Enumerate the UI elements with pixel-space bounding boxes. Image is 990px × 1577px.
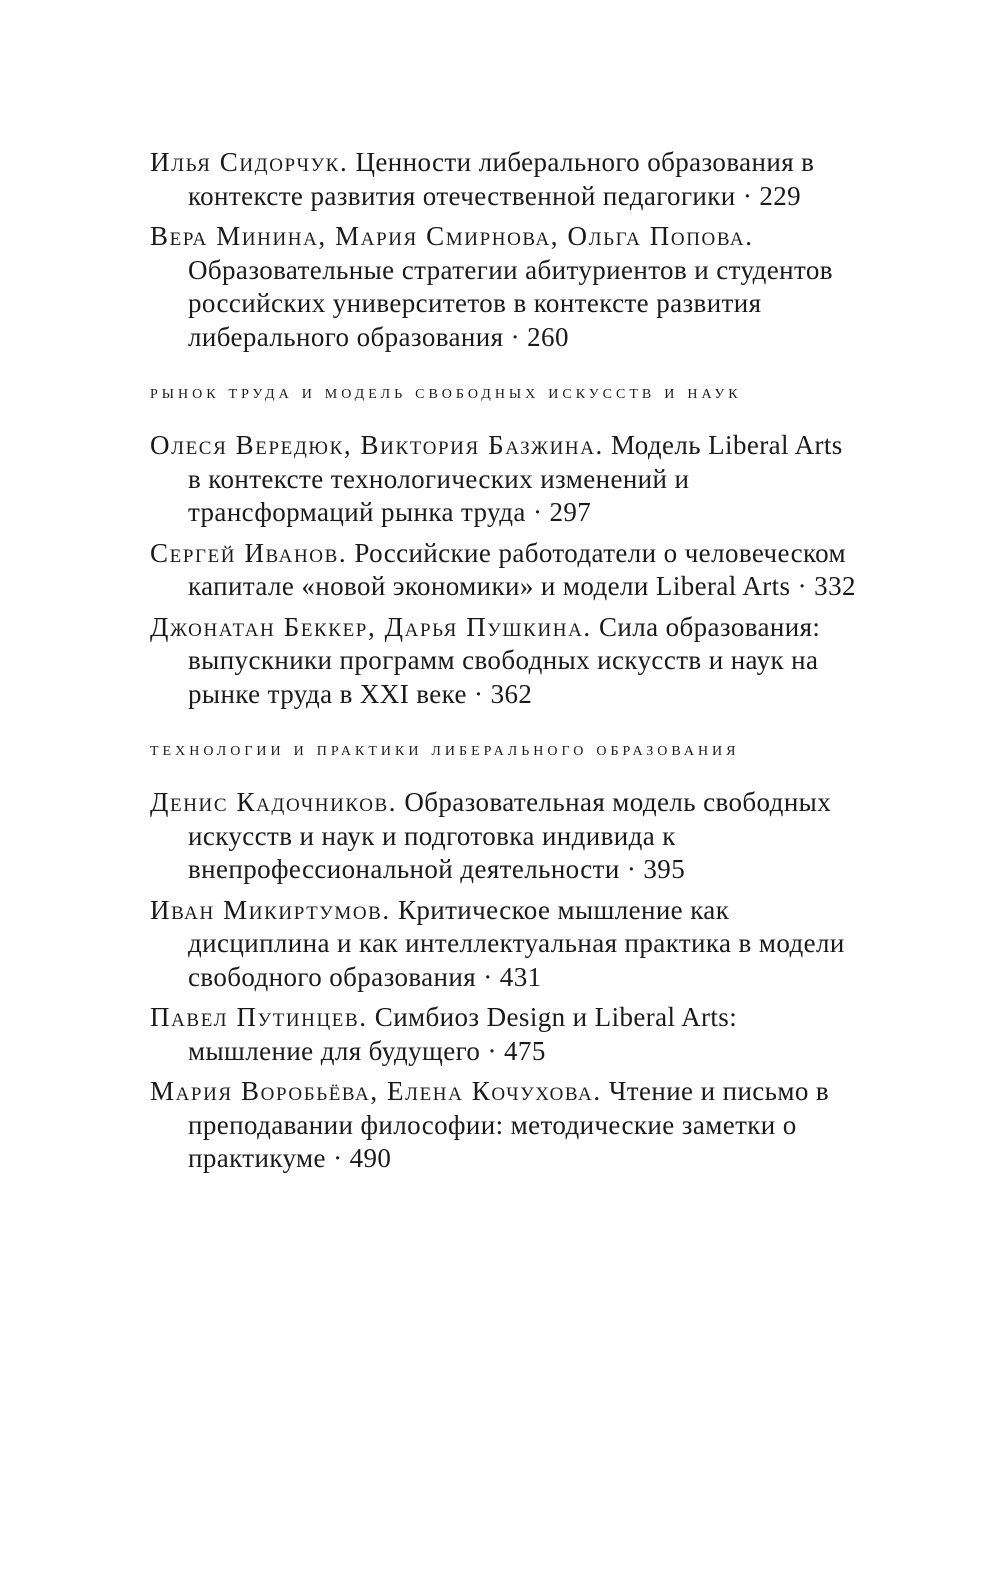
entry-separator: ·	[487, 1035, 497, 1066]
toc-entry	[150, 429, 862, 530]
entry-title: Образовательные стратегии абитуриентов и студентов российских университетов в контексте развития либерального образования	[188, 254, 833, 352]
table-of-contents	[150, 146, 862, 1183]
entry-page-number: 431	[499, 961, 542, 992]
entry-separator: ·	[742, 180, 753, 211]
entry-authors: Мария Воробьёва, Елена Кочухова.	[150, 1076, 602, 1106]
entry-page-number: 260	[527, 321, 569, 352]
toc-entry	[150, 220, 862, 354]
entry-title: Российские работодатели о человеческом капитале «новой экономики» и модели Liberal Arts	[188, 537, 846, 601]
section-heading: рынок труда и модель свободных искусств и наук	[150, 381, 742, 403]
entry-authors: Павел Путинцев.	[150, 1002, 368, 1032]
entry-authors: Олеся Вередюк, Виктория Базжина.	[150, 430, 604, 460]
toc-entry	[150, 1001, 862, 1068]
section-heading: технологии и практики либерального образования	[150, 738, 740, 760]
entry-page-number: 229	[759, 180, 802, 211]
toc-entry	[150, 146, 862, 213]
toc-entry	[150, 537, 862, 604]
entry-page-number: 395	[643, 854, 686, 884]
entry-title: Симбиоз Design и Liberal Arts: мышление для будущего	[188, 1002, 738, 1066]
entry-authors: Сергей Иванов.	[150, 537, 348, 568]
entry-page-number: 332	[814, 571, 856, 601]
entry-separator: ·	[532, 497, 543, 527]
entry-title: Критическое мышление как дисциплина и как интеллектуальная практика в модели свободного образования	[188, 894, 845, 992]
toc-entry	[150, 611, 862, 712]
entry-separator: ·	[797, 571, 808, 601]
entry-separator: ·	[483, 961, 493, 992]
entry-title: Модель Liberal Arts в контексте технологических изменений и трансформаций рынка труда	[188, 430, 843, 527]
toc-entry	[150, 786, 862, 887]
entry-separator: ·	[333, 1143, 343, 1173]
entry-authors: Илья Сидорчук.	[150, 147, 349, 177]
entry-page-number: 297	[549, 497, 592, 527]
entry-authors: Иван Микиртумов.	[150, 894, 391, 925]
entry-authors: Джонатан Беккер, Дарья Пушкина.	[150, 611, 592, 642]
toc-entry	[150, 894, 862, 995]
entry-title: Образовательная модель свободных искусств и наук и подготовка индивида к внепрофессиональной деятельности	[188, 787, 832, 884]
toc-entry	[150, 1075, 862, 1176]
entry-title: Чтение и письмо в преподавании философии: методические заметки о практикуме	[188, 1076, 830, 1173]
entry-separator: ·	[510, 321, 520, 352]
entry-authors: Вера Минина, Мария Смирнова, Ольга Попова.	[150, 221, 754, 251]
entry-separator: ·	[474, 678, 484, 709]
entry-page-number: 475	[504, 1035, 546, 1066]
entry-title: Сила образования: выпускники программ свободных искусств и наук на рынке труда в XXI веке	[188, 611, 821, 709]
entry-separator: ·	[626, 854, 637, 884]
entry-page-number: 362	[490, 678, 533, 709]
entry-title: Ценности либерального образования в контексте развития отечественной педагогики	[188, 147, 815, 211]
entry-authors: Денис Кадочников.	[150, 787, 398, 817]
entry-page-number: 490	[349, 1143, 392, 1173]
